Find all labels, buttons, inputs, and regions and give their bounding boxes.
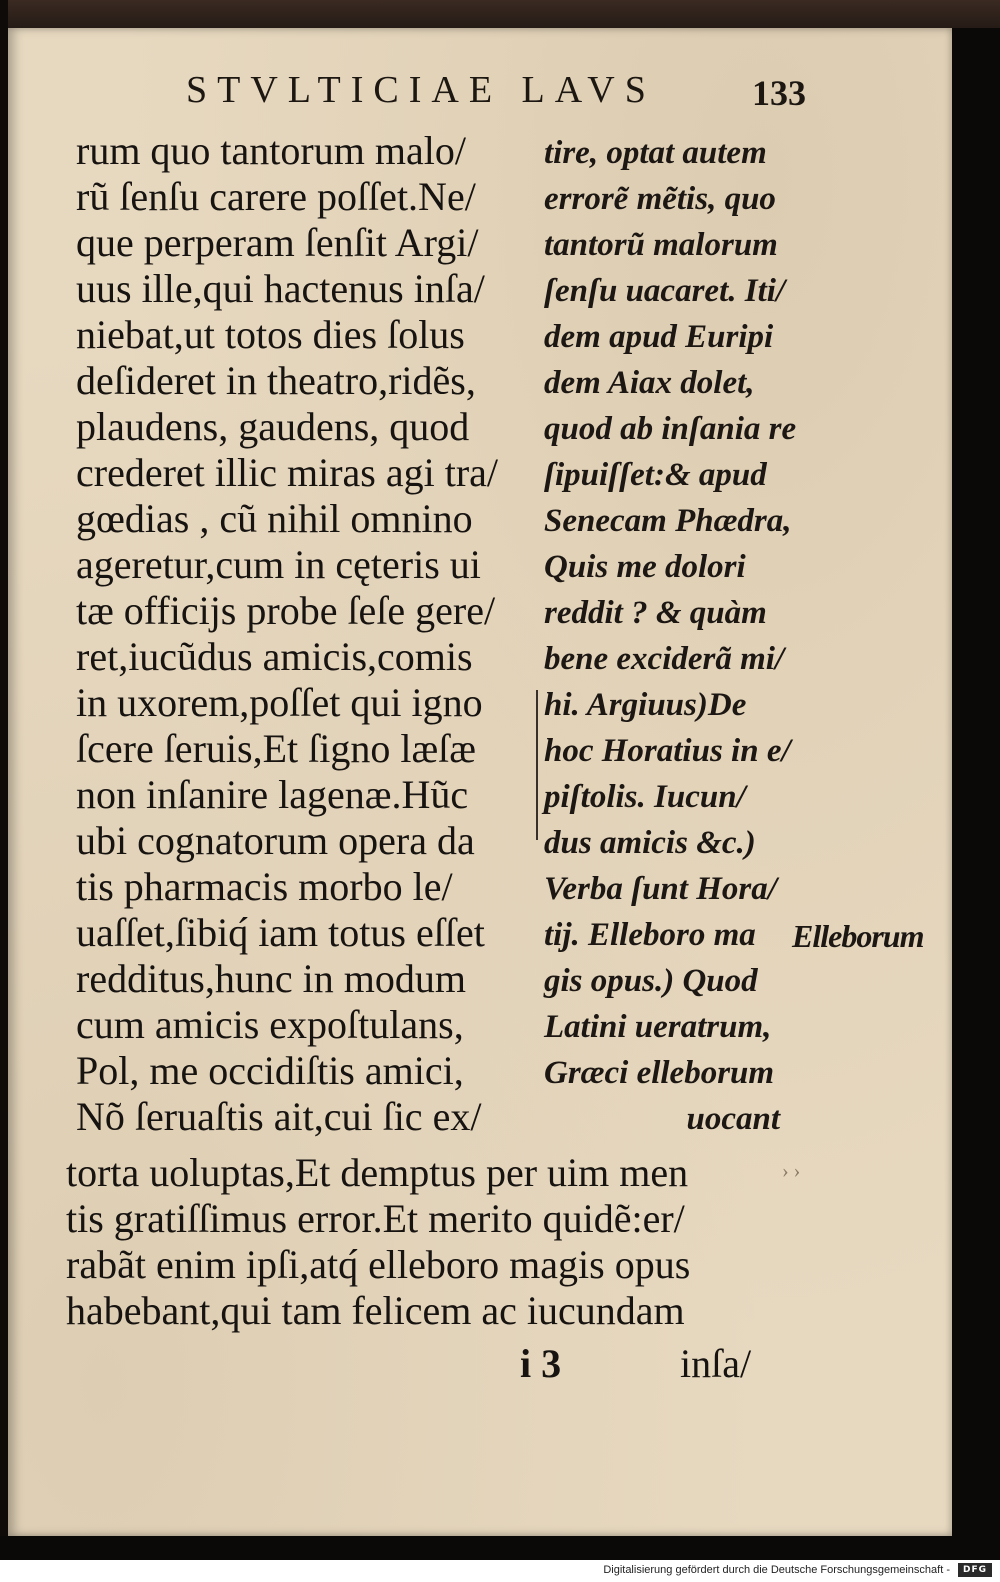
gloss-line: bene exciderã mi/ [544,641,785,677]
commentary-gloss-column [544,130,797,1142]
text-line: tis pharmacis morbo le/ [76,864,453,909]
marginal-mark: › › [782,1160,801,1182]
dfg-logo-icon: DFG [958,1563,992,1577]
signature-mark: i 3 [520,1341,562,1386]
text-line: ret,iucũdus amicis,comis [76,634,473,679]
gloss-last-line: uocant [686,1101,780,1137]
text-line: in uxorem,poſſet qui igno [76,680,483,725]
gloss-line: Senecam Phædra, [544,503,792,539]
text-line: ubi cognatorum opera da [76,818,475,863]
text-line: ſcere ſeruis,Et ſigno læſæ [76,726,476,771]
gloss-line: hoc Horatius in e/ [544,733,791,769]
gloss-line: dus amicis &c.) [544,825,756,861]
gloss-line: ſipuiſſet:& apud [544,457,767,493]
page-number: 133 [752,73,806,113]
text-line: uus ille,qui hactenus inſa/ [76,266,485,311]
running-title: STVLTICIAE LAVS [186,69,656,111]
text-line: crederet illic miras agi tra/ [76,450,499,495]
gloss-line: Græci elleborum [544,1055,775,1091]
text-line: cum amicis expoſtulans, [76,1002,464,1047]
main-text-full-width [66,1150,786,1334]
gloss-line: reddit ? & quàm [544,595,767,631]
gloss-line: piſtolis. Iucun/ [544,779,746,815]
gloss-line: tij. Elleboro ma [544,917,756,953]
text-line: tis gratiſſimus error.Et merito quidẽ:er/ [66,1196,685,1241]
text-line: Pol, me occidiſtis amici, [76,1048,464,1093]
gloss-line: errorẽ mẽtis, quo [544,181,776,217]
text-line: gœdias , cũ nihil omnino [76,496,473,541]
text-line: ageretur,cum in cęteris ui [76,542,481,587]
gloss-line: hi. Argiuus)De [544,687,747,723]
text-line: rabãt enim ipſi,atq́ elleboro magis opus [66,1242,691,1287]
gloss-line: ſenſu uacaret. Iti/ [544,273,786,309]
text-line: Nõ ſeruaſtis ait,cui ſic ex/ [76,1094,482,1139]
main-text-column [76,128,532,1140]
gloss-line: Latini ueratrum, [544,1009,772,1045]
gloss-line: Verba ſunt Hora/ [544,871,777,907]
funding-credit: Digitalisierung gefördert durch die Deutsche Forschungsgemeinschaft - [603,1564,950,1576]
gloss-line: Quis me dolori [544,549,746,585]
text-line: rũ ſenſu carere poſſet.Ne/ [76,174,476,219]
gloss-line: dem Aiax dolet, [544,365,755,401]
gloss-bracket-rule [536,690,546,840]
text-line: deſideret in theatro,ridẽs, [76,358,476,403]
scan-right-edge [952,28,1000,1536]
text-line: niebat,ut totos dies ſolus [76,312,465,357]
catchword: inſa/ [680,1341,752,1386]
text-line: non inſanire lagenæ.Hũc [76,772,469,817]
gloss-line: gis opus.) Quod [544,963,758,999]
text-line: que perperam ſenſit Argi/ [76,220,479,265]
gloss-line: tire, optat autem [544,135,767,171]
gloss-line: quod ab inſania re [544,411,797,447]
text-line: torta uoluptas,Et demptus per uim men [66,1150,689,1195]
marginal-note: Elleborum [792,918,924,954]
text-line: tæ officijs probe ſeſe gere/ [76,588,496,633]
book-spine-edge [0,0,8,1582]
text-line: plaudens, gaudens, quod [76,404,470,449]
gloss-line: dem apud Euripi [544,319,774,355]
gloss-line: tantorũ malorum [544,227,778,263]
text-line: uaſſet,ſibiq́ iam totus eſſet [76,910,485,955]
scan-top-edge [0,0,1000,30]
text-line: habebant,qui tam felicem ac iucundam [66,1288,685,1333]
text-line: rum quo tantorum malo/ [76,128,466,173]
text-line: redditus,hunc in modum [76,956,466,1001]
